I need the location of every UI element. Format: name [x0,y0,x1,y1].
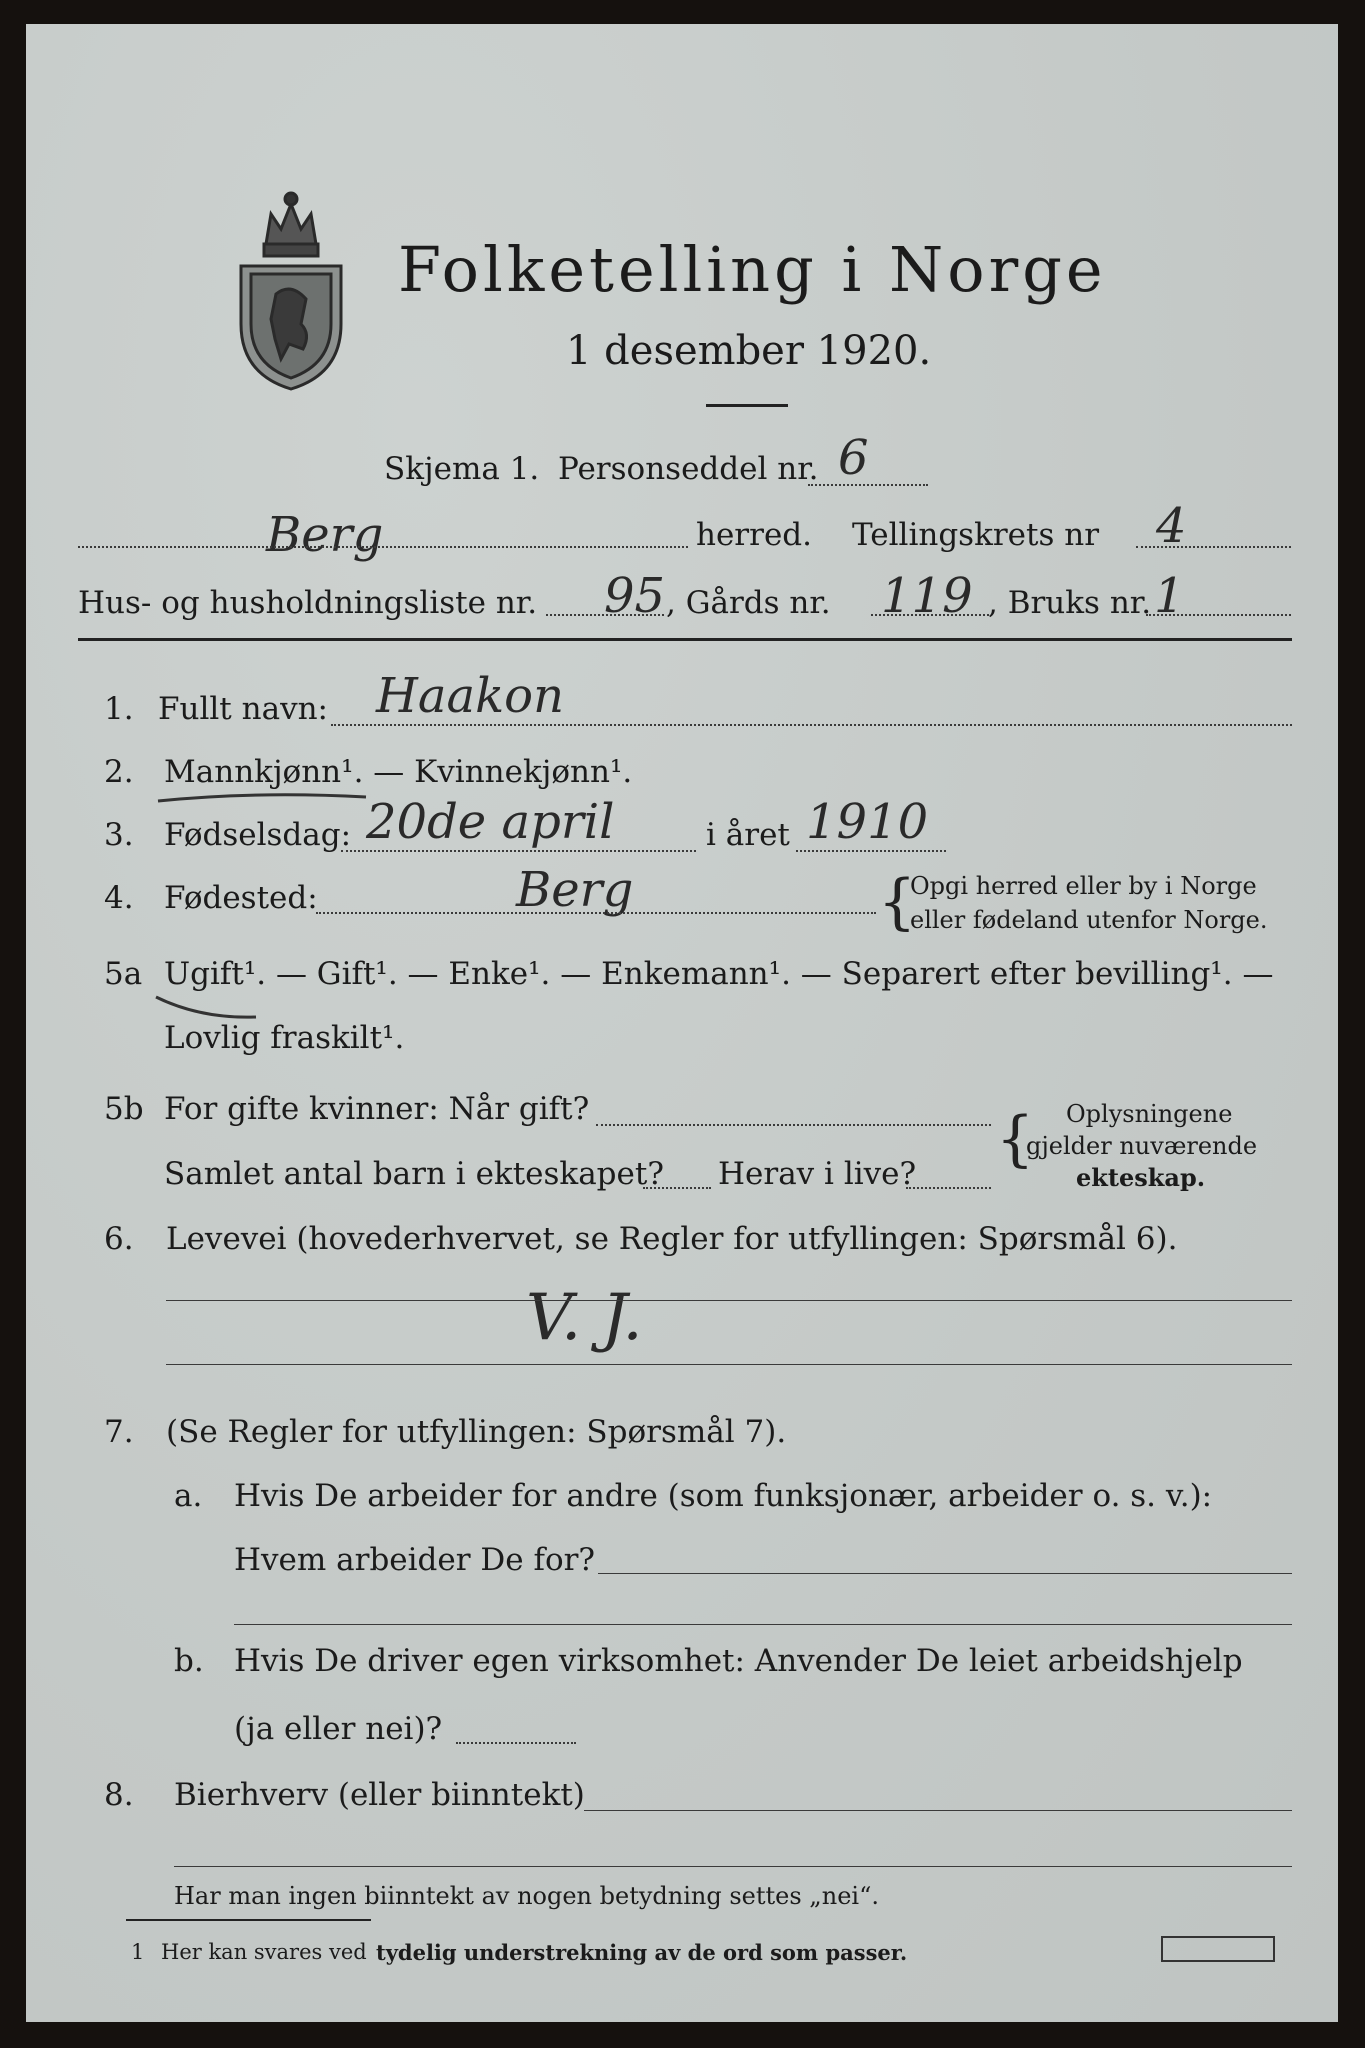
q7-number: 7. [104,1414,134,1450]
q8-note: Har man ingen biinntekt av nogen betydning settes „nei“. [174,1882,879,1910]
q4-note-line-2: eller fødeland utenfor Norge. [910,906,1268,934]
q5b-note-line-1: Oplysningene [1066,1100,1233,1128]
census-date: 1 desember 1920. [566,328,932,374]
hus-value: 95 [604,568,666,624]
q5b-children-field[interactable] [643,1187,711,1189]
norway-coat-of-arms-icon [231,174,351,394]
q6-number: 6. [104,1221,134,1257]
personseddel-label: Personseddel nr. [558,451,819,487]
census-form [26,24,1338,2022]
q3-year-value: 1910 [806,794,929,850]
q4-value: Berg [516,862,634,918]
q8-field-line-2[interactable] [174,1866,1292,1867]
footnote-text-1: Her kan svares ved [161,1940,367,1964]
q8-number: 8. [104,1777,134,1813]
q7b-letter: b. [174,1643,204,1679]
q8-field-line-1[interactable] [584,1810,1292,1811]
q7a-label: Hvis De arbeider for andre (som funksjonær, arbeider o. s. v.): [234,1478,1213,1514]
herred-field[interactable] [78,546,688,548]
q5b-children-label: Samlet antal barn i ekteskapet? [164,1156,664,1192]
q5b-number: 5b [104,1091,144,1127]
printer-stamp-icon [1161,1936,1275,1962]
tellingskrets-value: 4 [1156,498,1187,554]
gards-label: , Gårds nr. [666,585,831,621]
q5b-label: For gifte kvinner: Når gift? [164,1091,590,1127]
q3-number: 3. [104,817,134,853]
q3-value: 20de april [366,794,615,850]
personseddel-field[interactable] [808,484,928,486]
hus-label: Hus- og husholdningsliste nr. [78,585,538,621]
footnote-text-2: tydelig understrekning av de ord som passer. [376,1940,908,1965]
footnote-mark: 1 [131,1940,145,1964]
skjema-label: Skjema 1. [384,451,540,487]
q6-field-line-1[interactable] [166,1300,1292,1301]
gards-value: 119 [881,568,973,624]
q7a-field-line-2[interactable] [234,1624,1292,1625]
footnote-rule [126,1919,371,1921]
herred-label: herred. [696,517,812,553]
q4-number: 4. [104,880,134,916]
q7b-field[interactable] [456,1742,576,1744]
q6-field-line-2[interactable] [166,1364,1292,1365]
q5b-alive-label: Herav i live? [718,1156,917,1192]
q4-field[interactable] [316,912,876,914]
q3-year-field[interactable] [796,850,946,852]
q5b-note-line-3: ekteskap. [1076,1163,1206,1192]
tellingskrets-label: Tellingskrets nr [852,517,1100,553]
q5a-number: 5a [104,956,143,992]
q1-number: 1. [104,691,134,727]
herred-value: Berg [266,507,384,563]
tellingskrets-field[interactable] [1136,546,1291,548]
q6-value: V. J. [526,1281,643,1355]
q4-note-brace: { [878,867,917,937]
q7-label: (Se Regler for utfyllingen: Spørsmål 7). [166,1414,787,1450]
hus-field[interactable] [546,614,664,616]
q5b-alive-field[interactable] [906,1187,991,1189]
q3-label: Fødselsdag: [164,817,352,853]
q2-underline-mark [156,789,371,809]
q5b-married-field[interactable] [596,1124,991,1126]
q5b-note-brace: { [996,1104,1035,1174]
gards-field[interactable] [871,614,989,616]
q5b-note-line-2: gjelder nuværende [1026,1132,1258,1160]
q2-label: Mannkjønn¹. — Kvinnekjønn¹. [164,754,633,790]
bruks-value: 1 [1154,568,1185,624]
q1-value: Haakon [376,668,564,724]
q3-field[interactable] [341,850,696,852]
q5a-label: Ugift¹. — Gift¹. — Enke¹. — Enkemann¹. — Separert efter bevilling¹. — [164,956,1274,992]
personseddel-value: 6 [838,430,869,486]
q3-year-label: i året [706,817,790,853]
q4-label: Fødested: [164,880,318,916]
q8-label: Bierhverv (eller biinntekt) [174,1777,585,1813]
q7a-label-line-2: Hvem arbeider De for? [234,1542,596,1578]
q7b-label: Hvis De driver egen virksomhet: Anvender De leiet arbeidshjelp [234,1643,1243,1679]
bruks-field[interactable] [1146,614,1291,616]
q7a-field-line-1[interactable] [598,1573,1292,1574]
q7a-letter: a. [174,1478,203,1514]
q7b-label-line-2: (ja eller nei)? [234,1711,443,1747]
q1-field[interactable] [331,724,1292,726]
title-divider [706,404,788,407]
q4-note-line-1: Opgi herred eller by i Norge [910,872,1257,900]
q5a-label-line-2: Lovlig fraskilt¹. [164,1020,405,1056]
q1-label: Fullt navn: [158,691,328,727]
q2-number: 2. [104,754,134,790]
q6-label: Levevei (hovederhvervet, se Regler for utfyllingen: Spørsmål 6). [166,1221,1178,1257]
form-title: Folketelling i Norge [398,233,1107,306]
bruks-label: , Bruks nr. [988,585,1152,621]
header-rule [78,638,1292,641]
